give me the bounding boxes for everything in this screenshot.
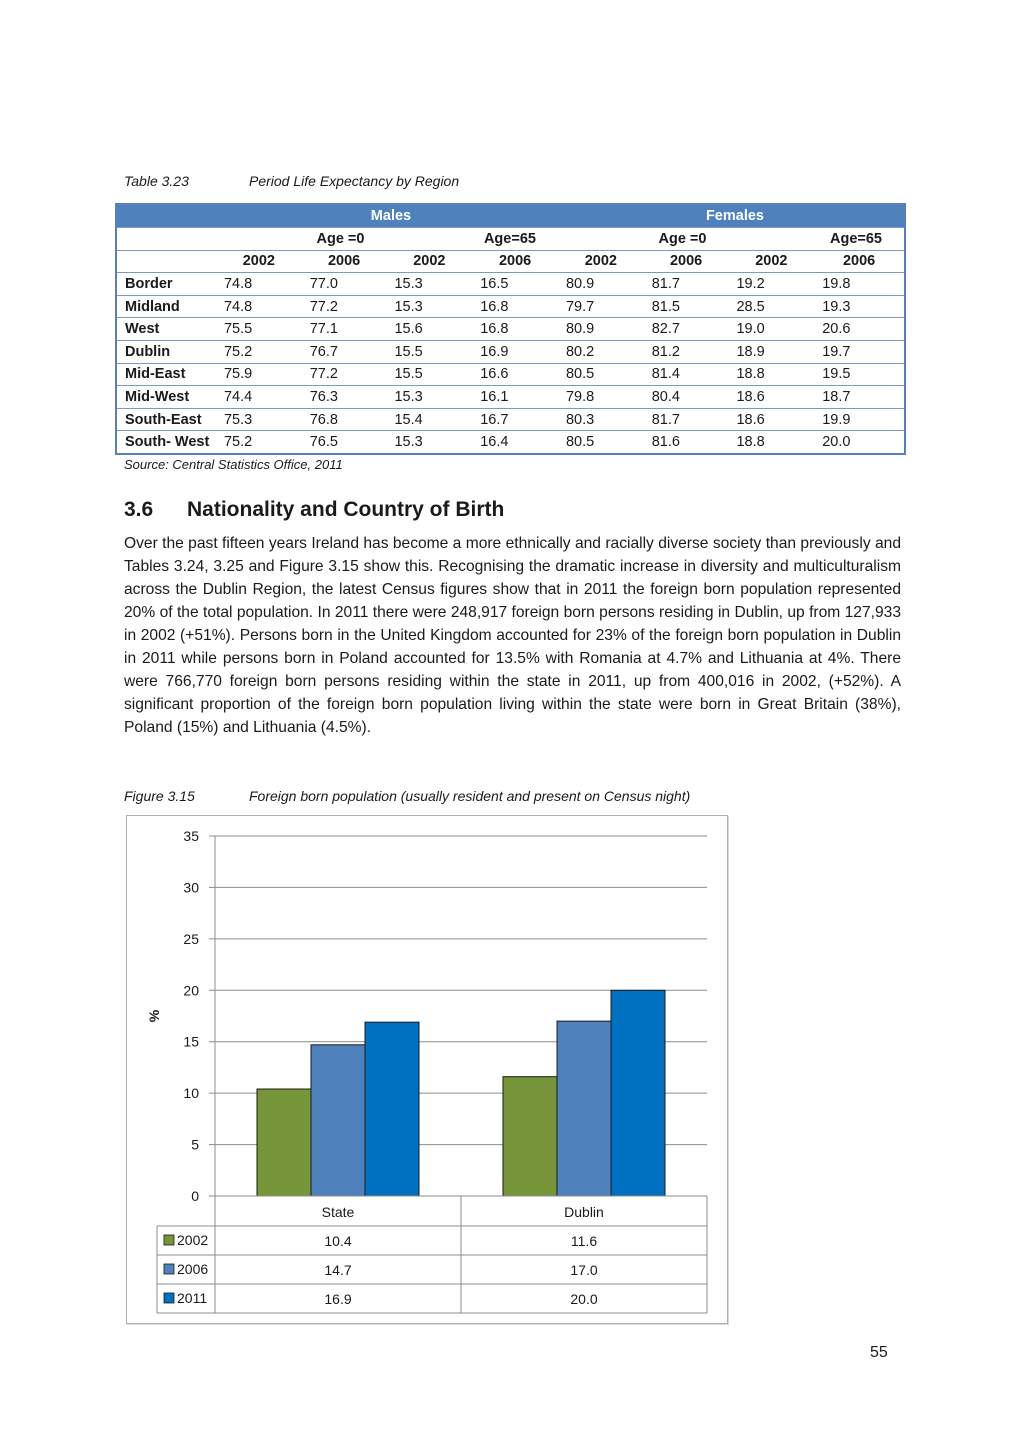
legend-key-2006 — [164, 1264, 174, 1274]
value-cell: 79.7 — [558, 295, 644, 318]
y-tick-label: 35 — [183, 828, 199, 844]
value-cell: 80.3 — [558, 408, 644, 431]
value-cell: 18.7 — [814, 386, 905, 409]
data-label: 10.4 — [324, 1233, 352, 1249]
table-row — [116, 273, 905, 296]
bar-2006-state — [311, 1045, 365, 1196]
year-header: 2002 — [728, 250, 814, 273]
value-cell: 18.6 — [728, 386, 814, 409]
table-caption-title: Period Life Expectancy by Region — [249, 173, 460, 189]
value-cell: 81.7 — [644, 273, 729, 296]
year-header: 2006 — [814, 250, 905, 273]
foreign-born-chart — [126, 815, 728, 1324]
year-header: 2006 — [302, 250, 387, 273]
value-cell: 80.5 — [558, 363, 644, 386]
data-label: 20.0 — [570, 1291, 598, 1307]
value-cell: 75.3 — [216, 408, 302, 431]
value-cell: 81.4 — [644, 363, 729, 386]
legend-label: 2011 — [177, 1290, 208, 1306]
value-cell: 75.9 — [216, 363, 302, 386]
value-cell: 15.3 — [386, 295, 472, 318]
value-cell: 76.3 — [302, 386, 387, 409]
y-tick-label: 20 — [183, 982, 199, 999]
value-cell: 81.5 — [644, 295, 729, 318]
value-cell: 77.2 — [302, 295, 387, 318]
value-cell: 20.0 — [814, 431, 905, 454]
value-cell: 15.4 — [386, 408, 472, 431]
age-header: Age =0 — [558, 228, 729, 251]
bar-2006-dublin — [557, 1021, 611, 1196]
value-cell: 20.6 — [814, 318, 905, 341]
value-cell: 80.5 — [558, 431, 644, 454]
value-cell: 74.8 — [216, 273, 302, 296]
value-cell: 18.6 — [728, 408, 814, 431]
value-cell: 79.8 — [558, 386, 644, 409]
region-cell: West — [116, 318, 216, 341]
value-cell: 16.9 — [472, 340, 558, 363]
data-label: 14.7 — [324, 1262, 352, 1278]
section-body: Over the past fifteen years Ireland has become a more ethnically and racially diverse society than previously and Tables 3.24, 3.25 and Figure 3.15 show this. Recognising the dramatic increase in diversity and multiculturalism across the Dublin Region, the latest Census figures show that in 2011 the foreign born population represented 20% of the total population. In 2011 there were 248,917 foreign born persons residing in Dublin, up from 127,933 in 2002 (+51%). Persons born in the United Kingdom accounted for 23% of the foreign born population in Dublin in 2011 while persons born in Poland accounted for 13.5% with Romania at 4.7% and Lithuania at 4%. There were 766,770 foreign born persons residing within the state in 2011, up from 400,016 in 2002, (+52%). A significant proportion of the foreign born population living within the state were born in Great Britain (38%), Poland (15%) and Lithuania (4.5%). — [124, 535, 901, 736]
table-row — [116, 431, 905, 454]
value-cell: 16.5 — [472, 273, 558, 296]
section-number: 3.6 — [124, 498, 154, 521]
figure-caption-title: Foreign born population (usually resident and present on Census night) — [249, 788, 691, 804]
value-cell: 28.5 — [728, 295, 814, 318]
region-cell: Midland — [116, 295, 216, 318]
section-heading — [124, 498, 504, 522]
value-cell: 81.6 — [644, 431, 729, 454]
year-header: 2002 — [558, 250, 644, 273]
year-header: 2006 — [644, 250, 729, 273]
y-axis-label: % — [146, 1009, 162, 1023]
figure-caption — [124, 788, 690, 804]
region-cell: Mid-East — [116, 363, 216, 386]
bar-2011-dublin — [611, 990, 665, 1196]
section-title: Nationality and Country of Birth — [187, 498, 505, 521]
value-cell: 15.3 — [386, 273, 472, 296]
y-tick-label: 25 — [183, 930, 199, 947]
value-cell: 18.8 — [728, 431, 814, 454]
table-row — [116, 363, 905, 386]
year-header: 2002 — [216, 250, 302, 273]
value-cell: 80.4 — [644, 386, 729, 409]
year-header: 2006 — [472, 250, 558, 273]
page-number: 55 — [870, 1344, 888, 1361]
value-cell: 77.2 — [302, 363, 387, 386]
value-cell: 74.4 — [216, 386, 302, 409]
value-cell: 16.6 — [472, 363, 558, 386]
bar-2002-dublin — [503, 1077, 557, 1196]
region-cell: South- West — [116, 431, 216, 454]
table-caption-number: Table 3.23 — [124, 173, 189, 189]
value-cell: 76.5 — [302, 431, 387, 454]
value-cell: 19.8 — [814, 273, 905, 296]
figure-caption-number: Figure 3.15 — [124, 788, 195, 804]
value-cell: 82.7 — [644, 318, 729, 341]
table-row — [116, 386, 905, 409]
table-header-groups — [116, 204, 905, 228]
value-cell: 19.7 — [814, 340, 905, 363]
value-cell: 16.8 — [472, 318, 558, 341]
value-cell: 75.5 — [216, 318, 302, 341]
table-header-ages — [116, 228, 905, 251]
value-cell: 19.3 — [814, 295, 905, 318]
table-row — [116, 318, 905, 341]
table-header-males: Males — [216, 204, 558, 228]
legend-label: 2006 — [177, 1261, 209, 1277]
value-cell: 16.7 — [472, 408, 558, 431]
table-source: Source: Central Statistics Office, 2011 — [124, 457, 343, 472]
y-tick-label: 15 — [183, 1033, 199, 1050]
bar-2002-state — [257, 1089, 311, 1196]
value-cell: 16.8 — [472, 295, 558, 318]
table-row — [116, 340, 905, 363]
table-header-blank — [116, 204, 216, 228]
data-label: 11.6 — [570, 1233, 598, 1249]
value-cell: 80.2 — [558, 340, 644, 363]
value-cell: 16.4 — [472, 431, 558, 454]
table-header-years — [116, 250, 905, 273]
value-cell: 81.2 — [644, 340, 729, 363]
value-cell: 19.0 — [728, 318, 814, 341]
value-cell: 18.9 — [728, 340, 814, 363]
value-cell: 19.5 — [814, 363, 905, 386]
value-cell: 77.1 — [302, 318, 387, 341]
value-cell: 80.9 — [558, 273, 644, 296]
value-cell: 77.0 — [302, 273, 387, 296]
value-cell: 15.5 — [386, 340, 472, 363]
value-cell: 15.6 — [386, 318, 472, 341]
value-cell: 19.2 — [728, 273, 814, 296]
value-cell: 75.2 — [216, 431, 302, 454]
value-cell: 74.8 — [216, 295, 302, 318]
age-header: Age =0 — [216, 228, 387, 251]
y-tick-label: 0 — [191, 1188, 199, 1204]
table-body — [116, 273, 905, 454]
value-cell: 15.5 — [386, 363, 472, 386]
year-header: 2002 — [386, 250, 472, 273]
value-cell: 15.3 — [386, 431, 472, 454]
value-cell: 76.7 — [302, 340, 387, 363]
value-cell: 18.8 — [728, 363, 814, 386]
category-label: State — [321, 1204, 355, 1220]
category-label: Dublin — [564, 1204, 604, 1220]
age-header: Age=65 — [728, 228, 905, 251]
legend-key-2002 — [164, 1235, 174, 1245]
region-cell: South-East — [116, 408, 216, 431]
legend-key-2011 — [164, 1293, 174, 1303]
data-label: 17.0 — [570, 1262, 598, 1278]
chart-svg — [127, 816, 727, 1323]
value-cell: 76.8 — [302, 408, 387, 431]
life-expectancy-table — [115, 203, 906, 455]
bar-2011-state — [365, 1022, 419, 1196]
table-row — [116, 295, 905, 318]
table-caption — [124, 173, 459, 189]
value-cell: 81.7 — [644, 408, 729, 431]
value-cell: 19.9 — [814, 408, 905, 431]
age-header: Age=65 — [386, 228, 558, 251]
y-tick-label: 10 — [183, 1085, 199, 1102]
y-tick-label: 30 — [183, 879, 199, 896]
y-tick-label: 5 — [191, 1136, 199, 1153]
legend-label: 2002 — [177, 1232, 209, 1248]
value-cell: 80.9 — [558, 318, 644, 341]
value-cell: 15.3 — [386, 386, 472, 409]
value-cell: 75.2 — [216, 340, 302, 363]
value-cell: 16.1 — [472, 386, 558, 409]
data-label: 16.9 — [324, 1291, 352, 1307]
region-cell: Dublin — [116, 340, 216, 363]
region-cell: Border — [116, 273, 216, 296]
table-header-females: Females — [558, 204, 905, 228]
table-row — [116, 408, 905, 431]
region-cell: Mid-West — [116, 386, 216, 409]
